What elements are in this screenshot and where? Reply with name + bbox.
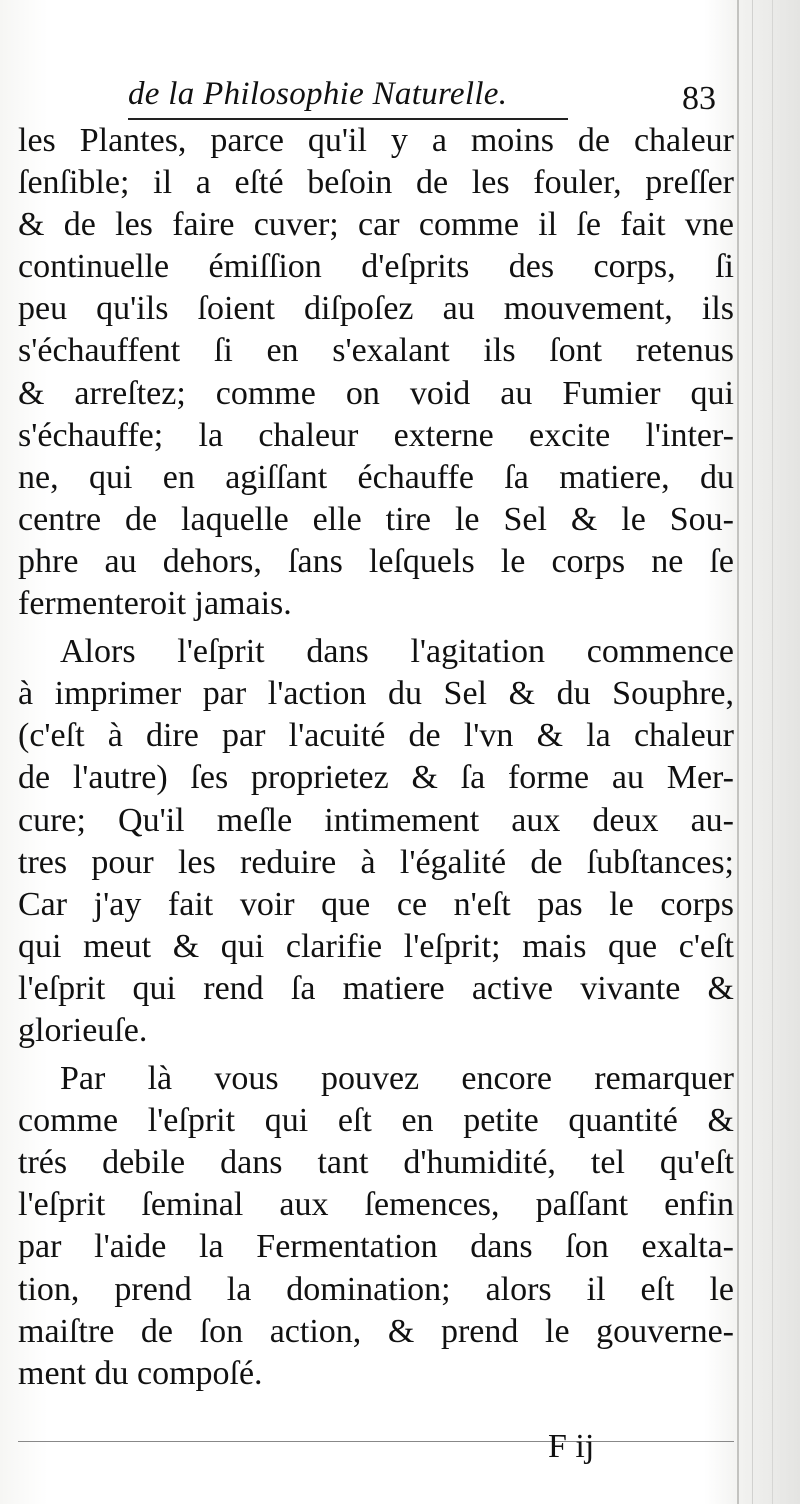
- text-line: l'eſprit qui rend ſa matiere active vivante &: [18, 969, 734, 1007]
- text-line: continuelle émiſſion d'eſprits des corps, ſi: [18, 248, 734, 286]
- text-line: fermenteroit jamais.: [18, 585, 292, 623]
- text-line: peu qu'ils ſoient diſpoſez au mouvement, ils: [18, 290, 734, 328]
- text-line: phre au dehors, ſans leſquels le corps ne ſe: [18, 542, 734, 580]
- text-line: Alors l'eſprit dans l'agitation commence: [60, 633, 734, 671]
- text-line: s'échauffe; la chaleur externe excite l'inter-: [18, 416, 734, 454]
- paragraph: [18, 1058, 734, 1395]
- text-line: (c'eſt à dire par l'acuité de l'vn & la chaleur: [18, 717, 734, 755]
- text-line: les Plantes, parce qu'il y a moins de chaleur: [18, 122, 734, 159]
- text-line: cure; Qu'il meſle intimement aux deux au-: [18, 801, 734, 839]
- page-edge-shadow: [772, 0, 773, 1504]
- text-line: tion, prend la domination; alors il eſt le: [18, 1270, 734, 1308]
- text-line: & de les faire cuver; car comme il ſe fait vne: [18, 206, 734, 244]
- text-line: & arreſtez; comme on void au Fumier qui: [18, 374, 734, 412]
- running-title: de la Philosophie Naturelle.: [128, 76, 508, 112]
- text-line: ment du compoſé.: [18, 1354, 263, 1392]
- text-line: glorieuſe.: [18, 1011, 148, 1049]
- text-line: par l'aide la Fermentation dans ſon exalta-: [18, 1228, 734, 1266]
- paragraph: [18, 631, 734, 1052]
- text-line: qui meut & qui clarifie l'eſprit; mais que c'eſt: [18, 927, 734, 965]
- page-number: 83: [682, 80, 716, 117]
- text-line: Car j'ay fait voir que ce n'eſt pas le corps: [18, 885, 734, 923]
- page-edge-shadow: [752, 0, 753, 1504]
- text-line: ne, qui en agiſſant échauffe ſa matiere, du: [18, 458, 734, 496]
- text-line: ſenſible; il a eſté beſoin de les fouler, preſſer: [18, 164, 734, 202]
- body-text: [18, 120, 734, 1395]
- text-line: centre de laquelle elle tire le Sel & le Sou-: [18, 500, 734, 538]
- footer-rule: [18, 1441, 734, 1442]
- text-line: à imprimer par l'action du Sel & du Souphre,: [18, 675, 734, 713]
- paragraph: [18, 120, 734, 625]
- text-line: Par là vous pouvez encore remarquer: [60, 1060, 734, 1098]
- text-line: trés debile dans tant d'humidité, tel qu'eſt: [18, 1144, 734, 1182]
- text-line: l'eſprit ſeminal aux ſemences, paſſant enfin: [18, 1186, 734, 1224]
- signature-mark: F ij: [548, 1428, 595, 1465]
- text-line: tres pour les reduire à l'égalité de ſubſtances;: [18, 843, 734, 881]
- page-edge-shadow: [737, 0, 739, 1504]
- text-line: de l'autre) ſes proprietez & ſa forme au Mer-: [18, 759, 734, 797]
- text-line: s'échauffent ſi en s'exalant ils ſont retenus: [18, 332, 734, 370]
- text-line: comme l'eſprit qui eſt en petite quantité &: [18, 1102, 734, 1140]
- text-line: maiſtre de ſon action, & prend le gouverne-: [18, 1312, 734, 1350]
